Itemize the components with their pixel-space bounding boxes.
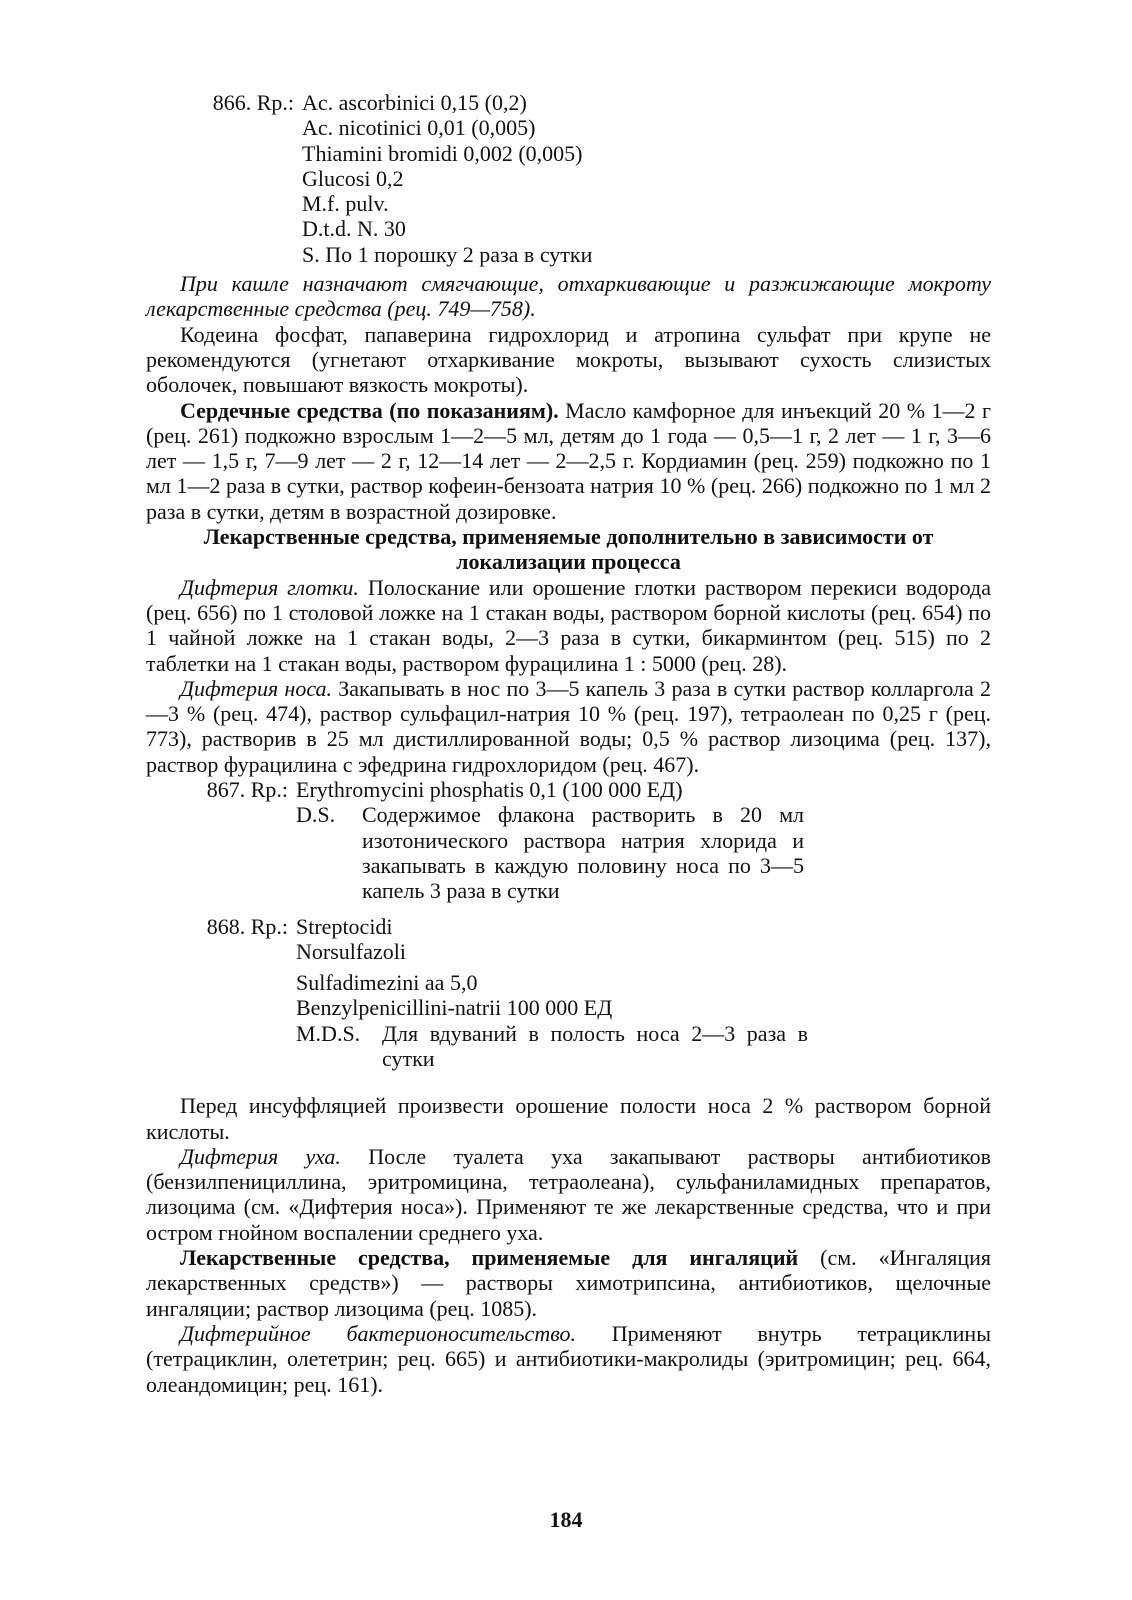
section-title: Дифтерия уха. <box>180 1143 341 1169</box>
paragraph-text: При кашле назначают смягчающие, отхаркивающие и разжижающие мокроту лекарственные средства (рец. 749—758). <box>146 271 991 322</box>
paragraph-cough <box>146 271 991 322</box>
section-title: Дифтерия носа. <box>180 675 333 701</box>
signature-text: Для вдуваний в полость носа 2—3 раза в сутки <box>382 1020 808 1071</box>
prescription-868 <box>146 914 991 1072</box>
rx-signature <box>296 802 804 903</box>
prescription-number: 868. Rp.: <box>206 913 288 939</box>
rx-line: Sulfadimezini aa 5,0 <box>296 970 478 996</box>
paragraph-text: Применяют внутрь тетрациклины (тетрациклин, олететрин; рец. 665) и антибиотики-макролиды (эритромицин; рец. 664, олеандомицин; рец. 161). <box>146 1320 991 1397</box>
paragraph-pharynx <box>146 575 991 676</box>
paragraph-text: (см. «Ингаляция лекарственных средств») — растворы химотрипсина, антибиотиков, щелочные ингаляции; раствор лизоцима (рец. 1085). <box>146 1245 991 1321</box>
section-title: Лекарственные средства, применяемые для ингаляций <box>180 1245 799 1271</box>
rx-line: Ac. nicotinici 0,01 (0,005) <box>302 115 536 141</box>
prescription-lines <box>296 914 808 1072</box>
rx-line: S. По 1 порошку 2 раза в сутки <box>302 241 593 267</box>
paragraph-inhalation <box>146 1245 991 1321</box>
paragraph-carrier <box>146 1321 991 1397</box>
rx-line: Norsulfazoli <box>296 938 406 964</box>
rx-line: Thiamini bromidi 0,002 (0,005) <box>302 140 583 166</box>
paragraph-codeine: Кодеина фосфат, папаверина гидрохлорид и атропина сульфат при крупе не рекомендуются (угнетают отхаркивание мокроты, вызывают сухость слизистых оболочек, повышают вязкость мокроты). <box>146 321 991 398</box>
rx-line: D.t.d. N. 30 <box>302 216 406 242</box>
prescription-number: 867. Rp.: <box>206 777 288 803</box>
signature-text: Содержимое флакона растворить в 20 мл изотонического раствора натрия хлорида и закапывать в каждую половину носа по 3—5 капель 3 раза в сутки <box>362 802 804 904</box>
paragraph-ear <box>146 1144 991 1245</box>
rx-line: Streptocidi <box>296 913 393 939</box>
prescription-number: 866. Rp.: <box>212 90 294 115</box>
rx-line: Benzylpenicillini-natrii 100 000 ЕД <box>296 995 613 1021</box>
paragraph-text: Закапывать в нос по 3—5 капель 3 раза в сутки раствор колларгола 2—3 % (рец. 474), раствор сульфацил-натрия 10 % (рец. 197), тетраолеан по 0,25 г (рец. 773), растворив в 25 мл дистиллированной воды; 0,5 % раствор лизоцима (рец. 137), раствор фурацилина с эфедрина гидрохлоридом (рец. 467). <box>146 675 991 777</box>
rx-line: M.f. pulv. <box>302 191 389 217</box>
paragraph-text: Масло камфорное для инъекций 20 % 1—2 г (рец. 261) подкожно взрослым 1—2—5 мл, детям до 1 года — 0,5—1 г, 2 лет — 1 г, 3—6 лет — 1,5 г, 7—9 лет — 2 г, 12—14 лет — 2—2,5 г. Кордиамин (рец. 259) подкожно по 1 мл 1—2 раза в сутки, раствор кофеин-бензоата натрия 10 % (рец. 266) подкожно по 1 мл 2 раза в сутки, детям в возрастной дозировке. <box>146 397 991 524</box>
signature-label: M.D.S. <box>296 1020 361 1046</box>
section-title: Сердечные средства (по показаниям). <box>180 397 559 423</box>
signature-label: D.S. <box>296 802 336 828</box>
rx-line: Erythromycini phosphatis 0,1 (100 000 ЕД) <box>296 777 683 803</box>
page-body <box>146 90 991 1397</box>
paragraph-text: После туалета уха закапывают растворы антибиотиков (бензилпенициллина, эритромицина, тетраолеана), сульфаниламидных препаратов, лизоцима (см. «Дифтерия носа»). Применяют те же лекарственные средства, что и при остром гнойном воспалении среднего уха. <box>146 1143 991 1245</box>
paragraph-cardiac <box>146 398 991 524</box>
paragraph-insufflation: Перед инсуффляцией произвести орошение полости носа 2 % раствором борной кислоты. <box>146 1093 991 1144</box>
prescription-867 <box>146 777 991 903</box>
rx-signature <box>296 1021 808 1072</box>
section-title: Дифтерийное бактерионосительство. <box>180 1320 576 1346</box>
prescription-866 <box>146 90 991 267</box>
page-number: 184 <box>549 1507 583 1532</box>
prescription-lines <box>302 90 592 267</box>
paragraph-nose <box>146 676 991 777</box>
rx-line: Ac. ascorbinici 0,15 (0,2) <box>302 90 527 115</box>
section-title: Дифтерия глотки. <box>180 574 359 600</box>
prescription-lines <box>296 777 804 903</box>
section-heading: Лекарственные средства, применяемые дополнительно в зависимости от локализации процесса <box>203 524 934 575</box>
rx-line: Glucosi 0,2 <box>302 165 404 191</box>
paragraph-text: Полоскание или орошение глотки раствором перекиси водорода (рец. 656) по 1 столовой ложке на 1 стакан воды, раствором борной кислоты (рец. 654) по 1 чайной ложке на 1 стакан воды, 2—3 раза в сутки, бикарминтом (рец. 515) по 2 таблетки на 1 стакан воды, раствором фурацилина 1 : 5000 (рец. 28). <box>146 574 991 676</box>
